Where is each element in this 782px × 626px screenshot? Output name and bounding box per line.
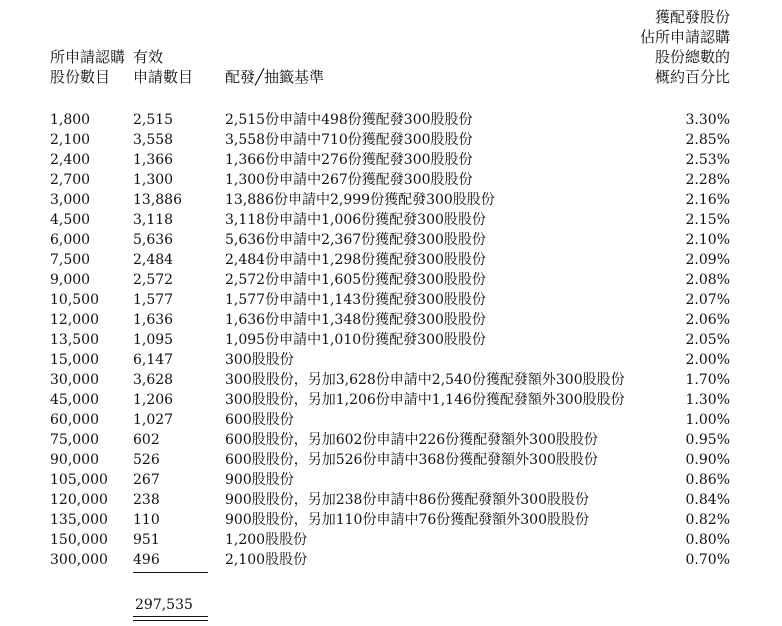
cell-allocation-percentage: 2.07% xyxy=(685,292,730,308)
cell-valid-applications: 602 xyxy=(133,432,160,448)
cell-valid-applications: 3,628 xyxy=(133,372,174,388)
cell-allocation-percentage: 2.08% xyxy=(685,272,730,288)
cell-valid-applications: 496 xyxy=(133,552,160,568)
table-row xyxy=(0,190,782,210)
cell-valid-applications: 2,572 xyxy=(133,272,174,288)
cell-valid-applications: 267 xyxy=(133,472,160,488)
cell-shares-applied: 3,000 xyxy=(50,192,91,208)
cell-shares-applied: 6,000 xyxy=(50,232,91,248)
table-row xyxy=(0,470,782,490)
cell-valid-applications: 3,118 xyxy=(133,212,174,228)
cell-valid-applications: 2,484 xyxy=(133,252,174,268)
cell-valid-applications: 1,300 xyxy=(133,172,174,188)
header-shares-applied xyxy=(50,47,125,87)
table-row xyxy=(0,550,782,570)
header-allocation-basis-text: 配發╱抽籤基準 xyxy=(225,68,325,86)
cell-valid-applications: 1,206 xyxy=(133,392,174,408)
cell-shares-applied: 4,500 xyxy=(50,212,91,228)
cell-allocation-percentage: 2.10% xyxy=(685,232,730,248)
cell-allocation-basis: 1,300份申請中267份獲配發300股股份 xyxy=(225,172,473,188)
cell-allocation-basis: 2,100股股份 xyxy=(225,552,308,568)
table-row xyxy=(0,130,782,150)
cell-allocation-percentage: 2.28% xyxy=(685,172,730,188)
cell-allocation-basis: 2,515份申請中498份獲配發300股股份 xyxy=(225,112,473,128)
cell-allocation-basis: 3,558份申請中710份獲配發300股股份 xyxy=(225,132,473,148)
cell-allocation-percentage: 2.15% xyxy=(685,212,730,228)
cell-shares-applied: 45,000 xyxy=(50,392,99,408)
cell-allocation-basis: 2,484份申請中1,298份獲配發300股股份 xyxy=(225,252,486,268)
cell-allocation-percentage: 2.16% xyxy=(685,192,730,208)
cell-valid-applications: 5,636 xyxy=(133,232,174,248)
header-pct-line1: 獲配發股份 xyxy=(654,8,730,26)
cell-allocation-percentage: 0.70% xyxy=(685,552,730,568)
table-row xyxy=(0,270,782,290)
cell-valid-applications: 1,095 xyxy=(133,332,174,348)
cell-shares-applied: 75,000 xyxy=(50,432,99,448)
cell-allocation-percentage: 3.30% xyxy=(685,112,730,128)
total-applications: 297,535 xyxy=(135,597,193,613)
header-pct-line3: 股份總數的 xyxy=(654,48,730,66)
table-row xyxy=(0,310,782,330)
cell-shares-applied: 120,000 xyxy=(50,492,108,508)
cell-shares-applied: 300,000 xyxy=(50,552,108,568)
cell-allocation-percentage: 2.09% xyxy=(685,252,730,268)
cell-allocation-basis: 1,577份申請中1,143份獲配發300股股份 xyxy=(225,292,486,308)
cell-shares-applied: 15,000 xyxy=(50,352,99,368)
cell-allocation-percentage: 2.53% xyxy=(685,152,730,168)
header-valid-applications xyxy=(133,47,193,87)
cell-allocation-percentage: 0.90% xyxy=(685,452,730,468)
total-double-rule-bottom xyxy=(133,620,208,621)
cell-shares-applied: 2,100 xyxy=(50,132,91,148)
cell-shares-applied: 2,400 xyxy=(50,152,91,168)
cell-allocation-percentage: 2.00% xyxy=(685,352,730,368)
cell-allocation-basis: 300股股份 xyxy=(225,352,294,368)
cell-shares-applied: 150,000 xyxy=(50,532,108,548)
cell-valid-applications: 1,027 xyxy=(133,412,174,428)
table-row xyxy=(0,390,782,410)
cell-allocation-percentage: 2.05% xyxy=(685,332,730,348)
table-row xyxy=(0,430,782,450)
cell-valid-applications: 1,366 xyxy=(133,152,174,168)
cell-allocation-basis: 1,636份申請中1,348份獲配發300股股份 xyxy=(225,312,486,328)
header-shares-applied-line2: 股份數目 xyxy=(50,68,111,86)
cell-allocation-basis: 1,095份申請中1,010份獲配發300股股份 xyxy=(225,332,486,348)
cell-valid-applications: 951 xyxy=(133,532,160,548)
cell-shares-applied: 1,800 xyxy=(50,112,91,128)
cell-valid-applications: 1,636 xyxy=(133,312,174,328)
cell-shares-applied: 2,700 xyxy=(50,172,91,188)
cell-shares-applied: 90,000 xyxy=(50,452,99,468)
cell-valid-applications: 3,558 xyxy=(133,132,174,148)
cell-shares-applied: 30,000 xyxy=(50,372,99,388)
cell-shares-applied: 12,000 xyxy=(50,312,99,328)
cell-shares-applied: 13,500 xyxy=(50,332,99,348)
cell-allocation-basis: 1,200股股份 xyxy=(225,532,308,548)
cell-allocation-percentage: 2.06% xyxy=(685,312,730,328)
cell-allocation-basis: 600股股份 xyxy=(225,412,294,428)
cell-shares-applied: 7,500 xyxy=(50,252,91,268)
cell-allocation-percentage: 0.82% xyxy=(685,512,730,528)
cell-allocation-basis: 3,118份申請中1,006份獲配發300股股份 xyxy=(225,212,486,228)
cell-allocation-basis: 600股股份，另加526份申請中368份獲配發額外300股股份 xyxy=(225,452,598,468)
cell-shares-applied: 9,000 xyxy=(50,272,91,288)
cell-shares-applied: 10,500 xyxy=(50,292,99,308)
cell-allocation-basis: 1,366份申請中276份獲配發300股股份 xyxy=(225,152,473,168)
cell-valid-applications: 526 xyxy=(133,452,160,468)
table-row xyxy=(0,410,782,430)
table-row xyxy=(0,490,782,510)
header-pct-line4: 概約百分比 xyxy=(654,68,730,86)
table-row xyxy=(0,330,782,350)
cell-allocation-basis: 600股股份，另加602份申請中226份獲配發額外300股股份 xyxy=(225,432,598,448)
cell-allocation-percentage: 0.95% xyxy=(685,432,730,448)
table-row xyxy=(0,170,782,190)
cell-allocation-percentage: 1.30% xyxy=(685,392,730,408)
cell-allocation-basis: 900股股份 xyxy=(225,472,294,488)
cell-allocation-percentage: 1.00% xyxy=(685,412,730,428)
header-pct-line2: 佔所申請認購 xyxy=(639,28,730,46)
table-row xyxy=(0,530,782,550)
cell-allocation-basis: 300股股份，另加1,206份申請中1,146份獲配發額外300股股份 xyxy=(225,392,625,408)
cell-allocation-basis: 2,572份申請中1,605份獲配發300股股份 xyxy=(225,272,486,288)
cell-shares-applied: 105,000 xyxy=(50,472,108,488)
total-double-rule-top xyxy=(133,616,208,617)
cell-valid-applications: 1,577 xyxy=(133,292,174,308)
cell-valid-applications: 13,886 xyxy=(133,192,182,208)
header-allocation-percentage xyxy=(640,7,730,87)
table-row xyxy=(0,510,782,530)
cell-allocation-percentage: 1.70% xyxy=(685,372,730,388)
cell-valid-applications: 2,515 xyxy=(133,112,174,128)
cell-allocation-percentage: 0.80% xyxy=(685,532,730,548)
allocation-table-body xyxy=(0,110,782,570)
table-row xyxy=(0,210,782,230)
table-row xyxy=(0,370,782,390)
header-valid-applications-line2: 申請數目 xyxy=(133,68,194,86)
header-allocation-basis xyxy=(225,67,324,87)
cell-shares-applied: 135,000 xyxy=(50,512,108,528)
table-row xyxy=(0,110,782,130)
cell-valid-applications: 238 xyxy=(133,492,160,508)
cell-allocation-percentage: 0.86% xyxy=(685,472,730,488)
header-shares-applied-line1: 所申請認購 xyxy=(50,48,126,66)
cell-allocation-percentage: 0.84% xyxy=(685,492,730,508)
header-valid-applications-line1: 有效 xyxy=(133,48,164,66)
cell-allocation-basis: 13,886份申請中2,999份獲配發300股股份 xyxy=(225,192,495,208)
cell-allocation-basis: 300股股份，另加3,628份申請中2,540份獲配發額外300股股份 xyxy=(225,372,625,388)
table-row xyxy=(0,230,782,250)
table-row xyxy=(0,350,782,370)
table-row xyxy=(0,150,782,170)
cell-allocation-percentage: 2.85% xyxy=(685,132,730,148)
table-row xyxy=(0,450,782,470)
cell-allocation-basis: 900股股份，另加238份申請中86份獲配發額外300股股份 xyxy=(225,492,589,508)
cell-allocation-basis: 5,636份申請中2,367份獲配發300股股份 xyxy=(225,232,486,248)
cell-shares-applied: 60,000 xyxy=(50,412,99,428)
cell-valid-applications: 6,147 xyxy=(133,352,174,368)
cell-valid-applications: 110 xyxy=(133,512,160,528)
table-row xyxy=(0,250,782,270)
table-row xyxy=(0,290,782,310)
cell-allocation-basis: 900股股份，另加110份申請中76份獲配發額外300股股份 xyxy=(225,512,589,528)
subtotal-rule xyxy=(133,572,208,573)
